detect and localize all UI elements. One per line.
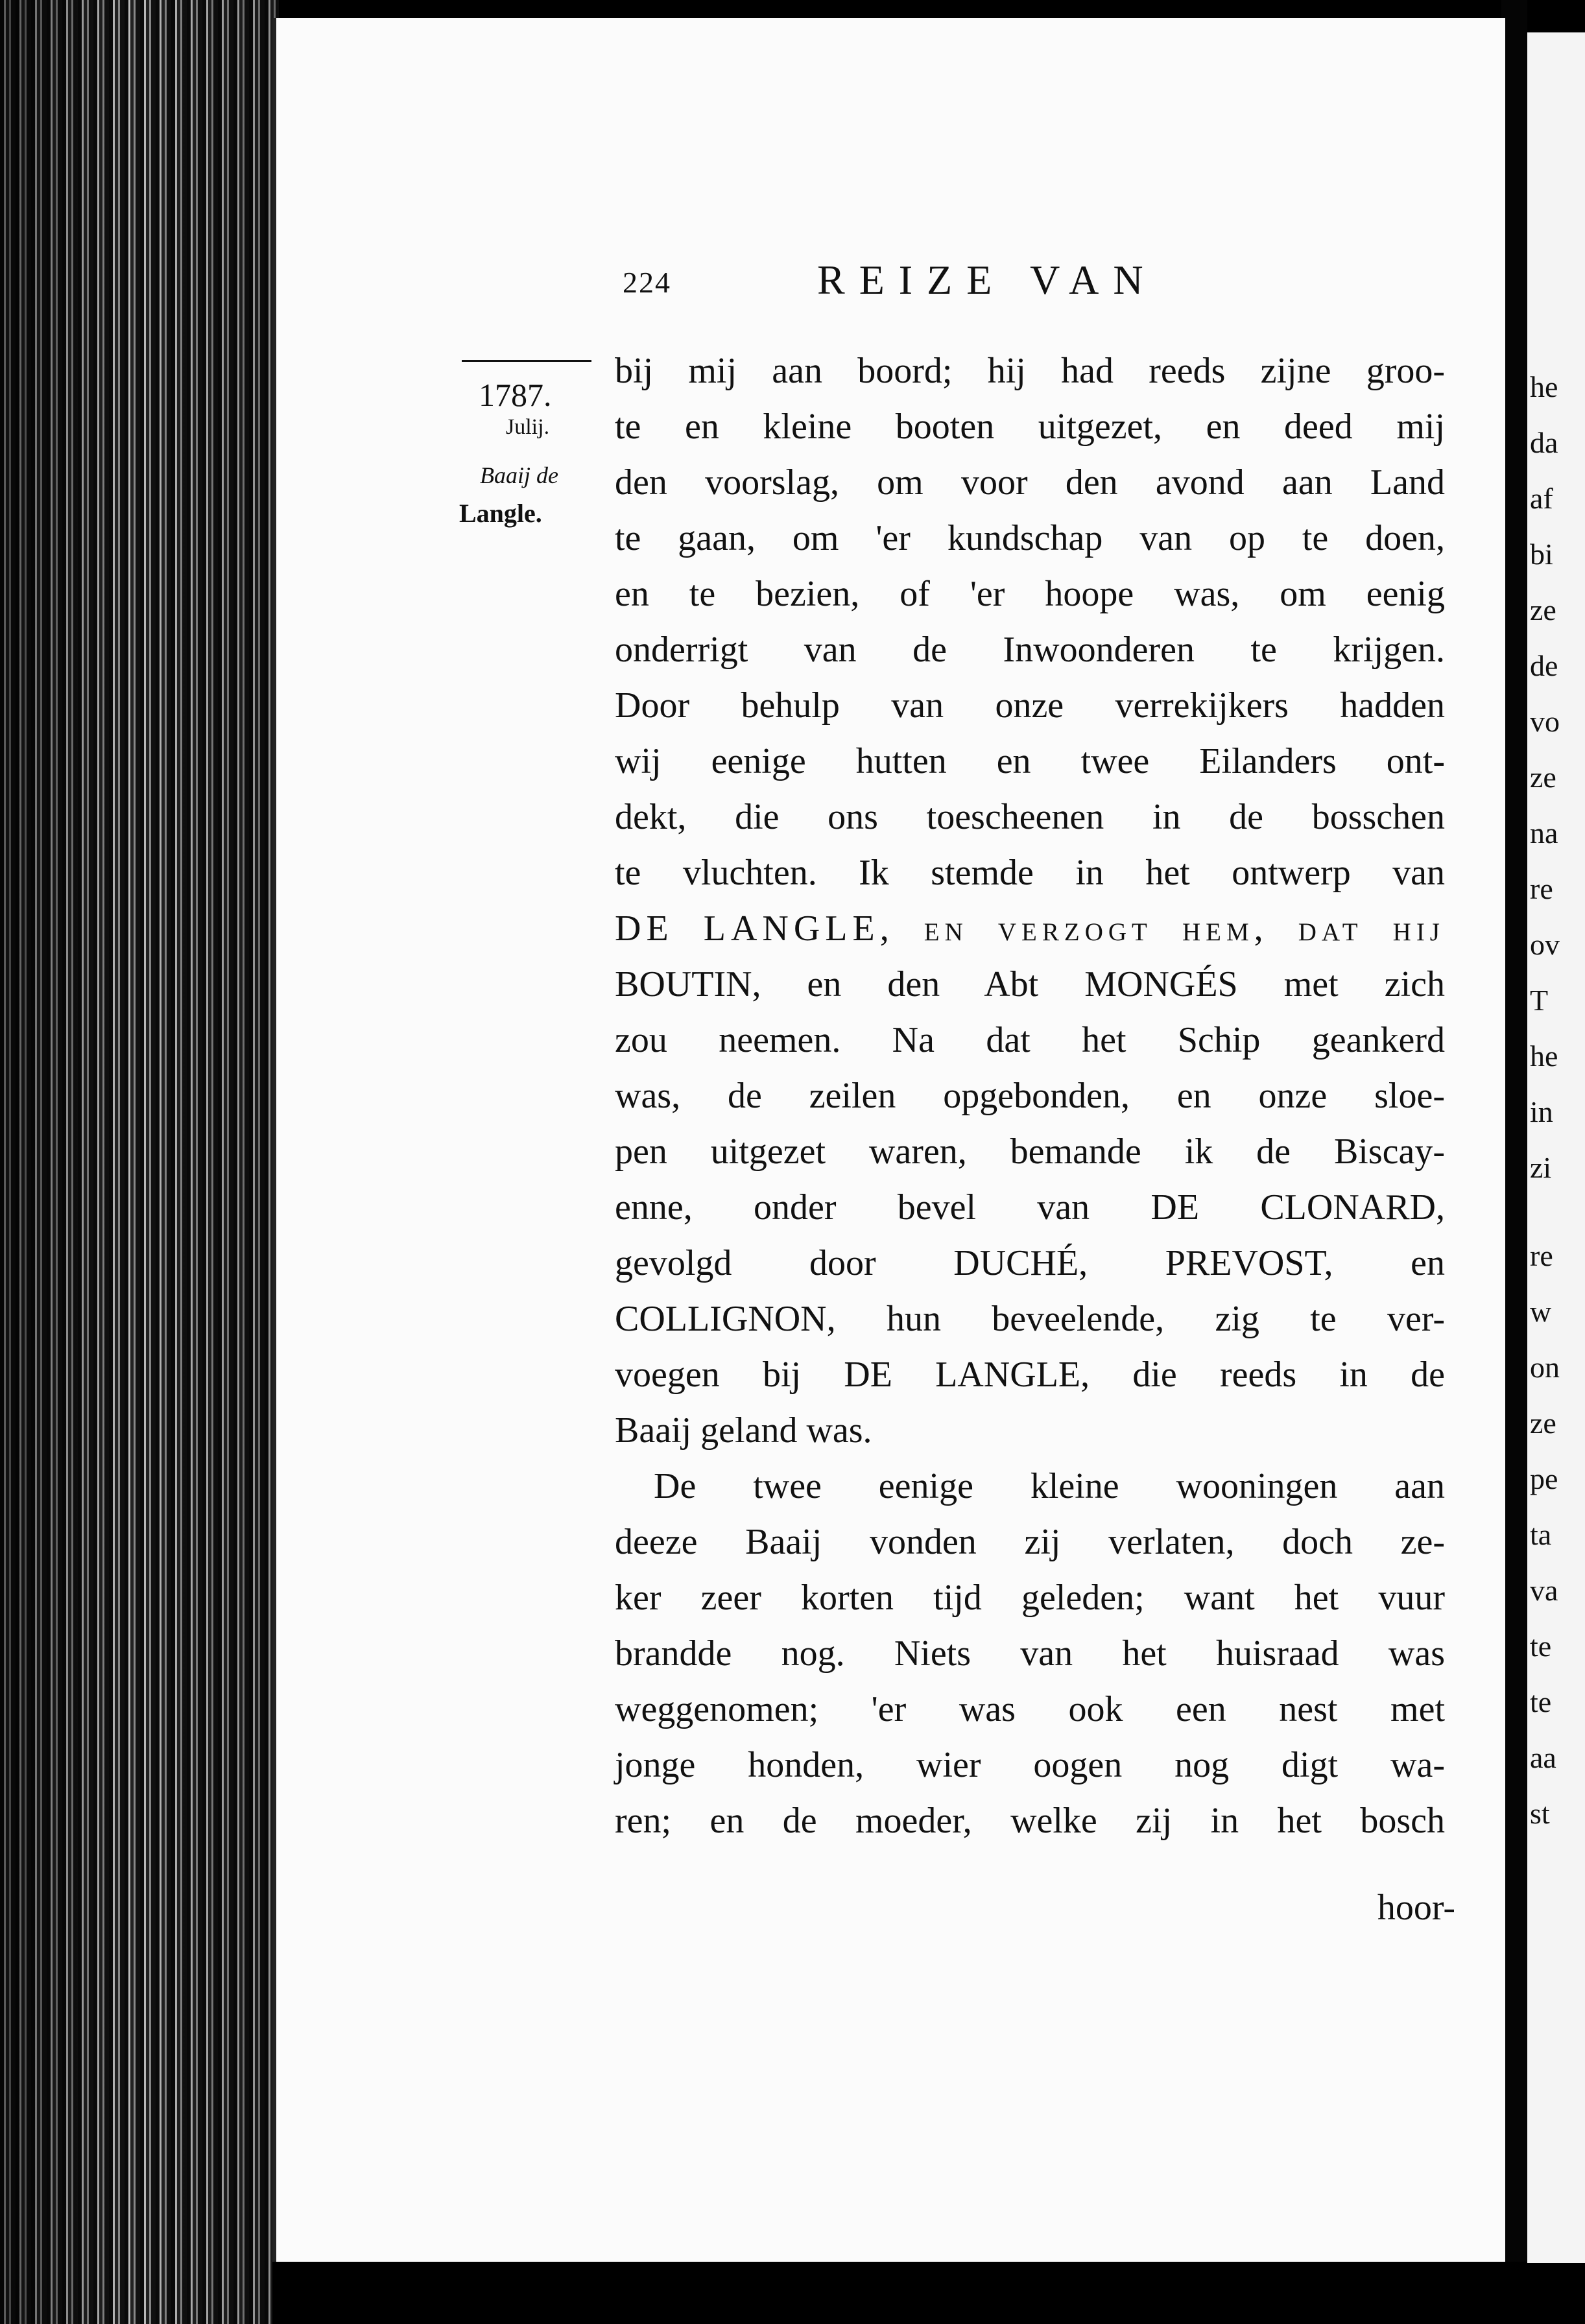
facing-page-text-fragment: te (1530, 1630, 1552, 1663)
facing-page-text-fragment: in (1530, 1095, 1553, 1128)
facing-page-text-fragment: re (1530, 872, 1553, 905)
facing-page-fragment (1527, 32, 1585, 2263)
facing-page-text-fragment: ta (1530, 1518, 1552, 1551)
text-line: COLLIGNON, hun beveelende, zig te ver- (615, 1299, 1445, 1339)
margin-rule (462, 360, 591, 362)
text-line: brandde nog. Niets van het huisraad was (615, 1633, 1445, 1674)
text-line: ker zeer korten tijd geleden; want het vuur (615, 1578, 1445, 1618)
text-line: gevolgd door DUCHÉ, PREVOST, en (615, 1243, 1445, 1283)
facing-page-text-fragment: ze (1530, 593, 1556, 626)
facing-page-text-fragment: re (1530, 1239, 1553, 1272)
facing-page-text-fragment: va (1530, 1574, 1558, 1607)
facing-page-text-fragment: zi (1530, 1151, 1552, 1184)
running-head (623, 256, 1258, 308)
text-line: wij eenige hutten en twee Eilanders ont- (615, 741, 1445, 781)
text-line: Baaij geland was. (615, 1410, 872, 1451)
text-line: den voorslag, om voor den avond aan Land (615, 462, 1445, 503)
text-line: te gaan, om 'er kundschap van op te doen, (615, 518, 1445, 558)
facing-page-text-fragment: ze (1530, 1406, 1556, 1440)
facing-page-text-fragment: he (1530, 1039, 1558, 1073)
facing-page-text-fragment: st (1530, 1797, 1550, 1830)
facing-page-text-fragment: pe (1530, 1462, 1558, 1495)
text-line: dekt, die ons toescheenen in de bosschen (615, 797, 1445, 837)
page-number: 224 (623, 266, 671, 299)
facing-page-text-fragment: he (1530, 370, 1558, 403)
facing-page-text-fragment: bi (1530, 538, 1553, 571)
facing-page-text-fragment: aa (1530, 1741, 1556, 1774)
text-line: ren; en de moeder, welke zij in het bosch (615, 1801, 1445, 1841)
facing-page-text-fragment: te (1530, 1685, 1552, 1718)
facing-page-text-fragment: on (1530, 1351, 1560, 1384)
book-gutter (1501, 0, 1527, 2324)
text-line: te vluchten. Ik stemde in het ontwerp van (615, 853, 1445, 893)
text-line: deeze Baaij vonden zij verlaten, doch ze- (615, 1522, 1445, 1562)
margin-place: Langle. (459, 499, 542, 528)
facing-page-text-fragment: ov (1530, 928, 1560, 961)
text-line: voegen bij DE LANGLE, die reeds in de (615, 1355, 1445, 1395)
facing-page-text-fragment: da (1530, 426, 1558, 459)
facing-page-text-fragment: de (1530, 649, 1558, 682)
text-line: Door behulp van onze verrekijkers hadden (615, 685, 1445, 726)
text-line: was, de zeilen opgebonden, en onze sloe- (615, 1076, 1445, 1116)
scan-border (272, 2262, 1527, 2324)
text-line: onderrigt van de Inwoonderen te krijgen. (615, 630, 1445, 670)
margin-year: 1787. (479, 377, 552, 413)
facing-page-text-fragment: T (1530, 984, 1549, 1017)
catchword: hoor- (1377, 1888, 1455, 1928)
edge-shadow (0, 0, 279, 2324)
text-line: enne, onder bevel van DE CLONARD, (615, 1187, 1445, 1227)
text-line: De twee eenige kleine wooningen aan (654, 1466, 1445, 1506)
page-title: REIZE VAN (817, 257, 1158, 303)
text-line: jonge honden, wier oogen nog digt wa- (615, 1745, 1445, 1785)
facing-page-text-fragment: w (1530, 1295, 1552, 1328)
text-line: weggenomen; 'er was ook een nest met (615, 1689, 1445, 1729)
text-line: zou neemen. Na dat het Schip geankerd (615, 1020, 1445, 1060)
facing-page-text-fragment: na (1530, 816, 1558, 849)
facing-page-text-fragment: vo (1530, 705, 1560, 738)
text-line: te en kleine booten uitgezet, en deed mij (615, 407, 1445, 447)
facing-page-text-fragment: af (1530, 482, 1553, 515)
text-line: bij mij aan boord; hij had reeds zijne groo- (615, 351, 1445, 391)
text-line: pen uitgezet waren, bemande ik de Biscay- (615, 1132, 1445, 1172)
facing-page-text-fragment: ze (1530, 761, 1556, 794)
text-line: DE LANGLE, en verzogt hem, dat hij (615, 908, 1445, 949)
text-line: en te bezien, of 'er hoope was, om eenig (615, 574, 1445, 614)
text-line: BOUTIN, en den Abt MONGÉS met zich (615, 964, 1445, 1004)
margin-month: Julij. (506, 415, 550, 439)
margin-place-italic: Baaij de (480, 462, 558, 488)
